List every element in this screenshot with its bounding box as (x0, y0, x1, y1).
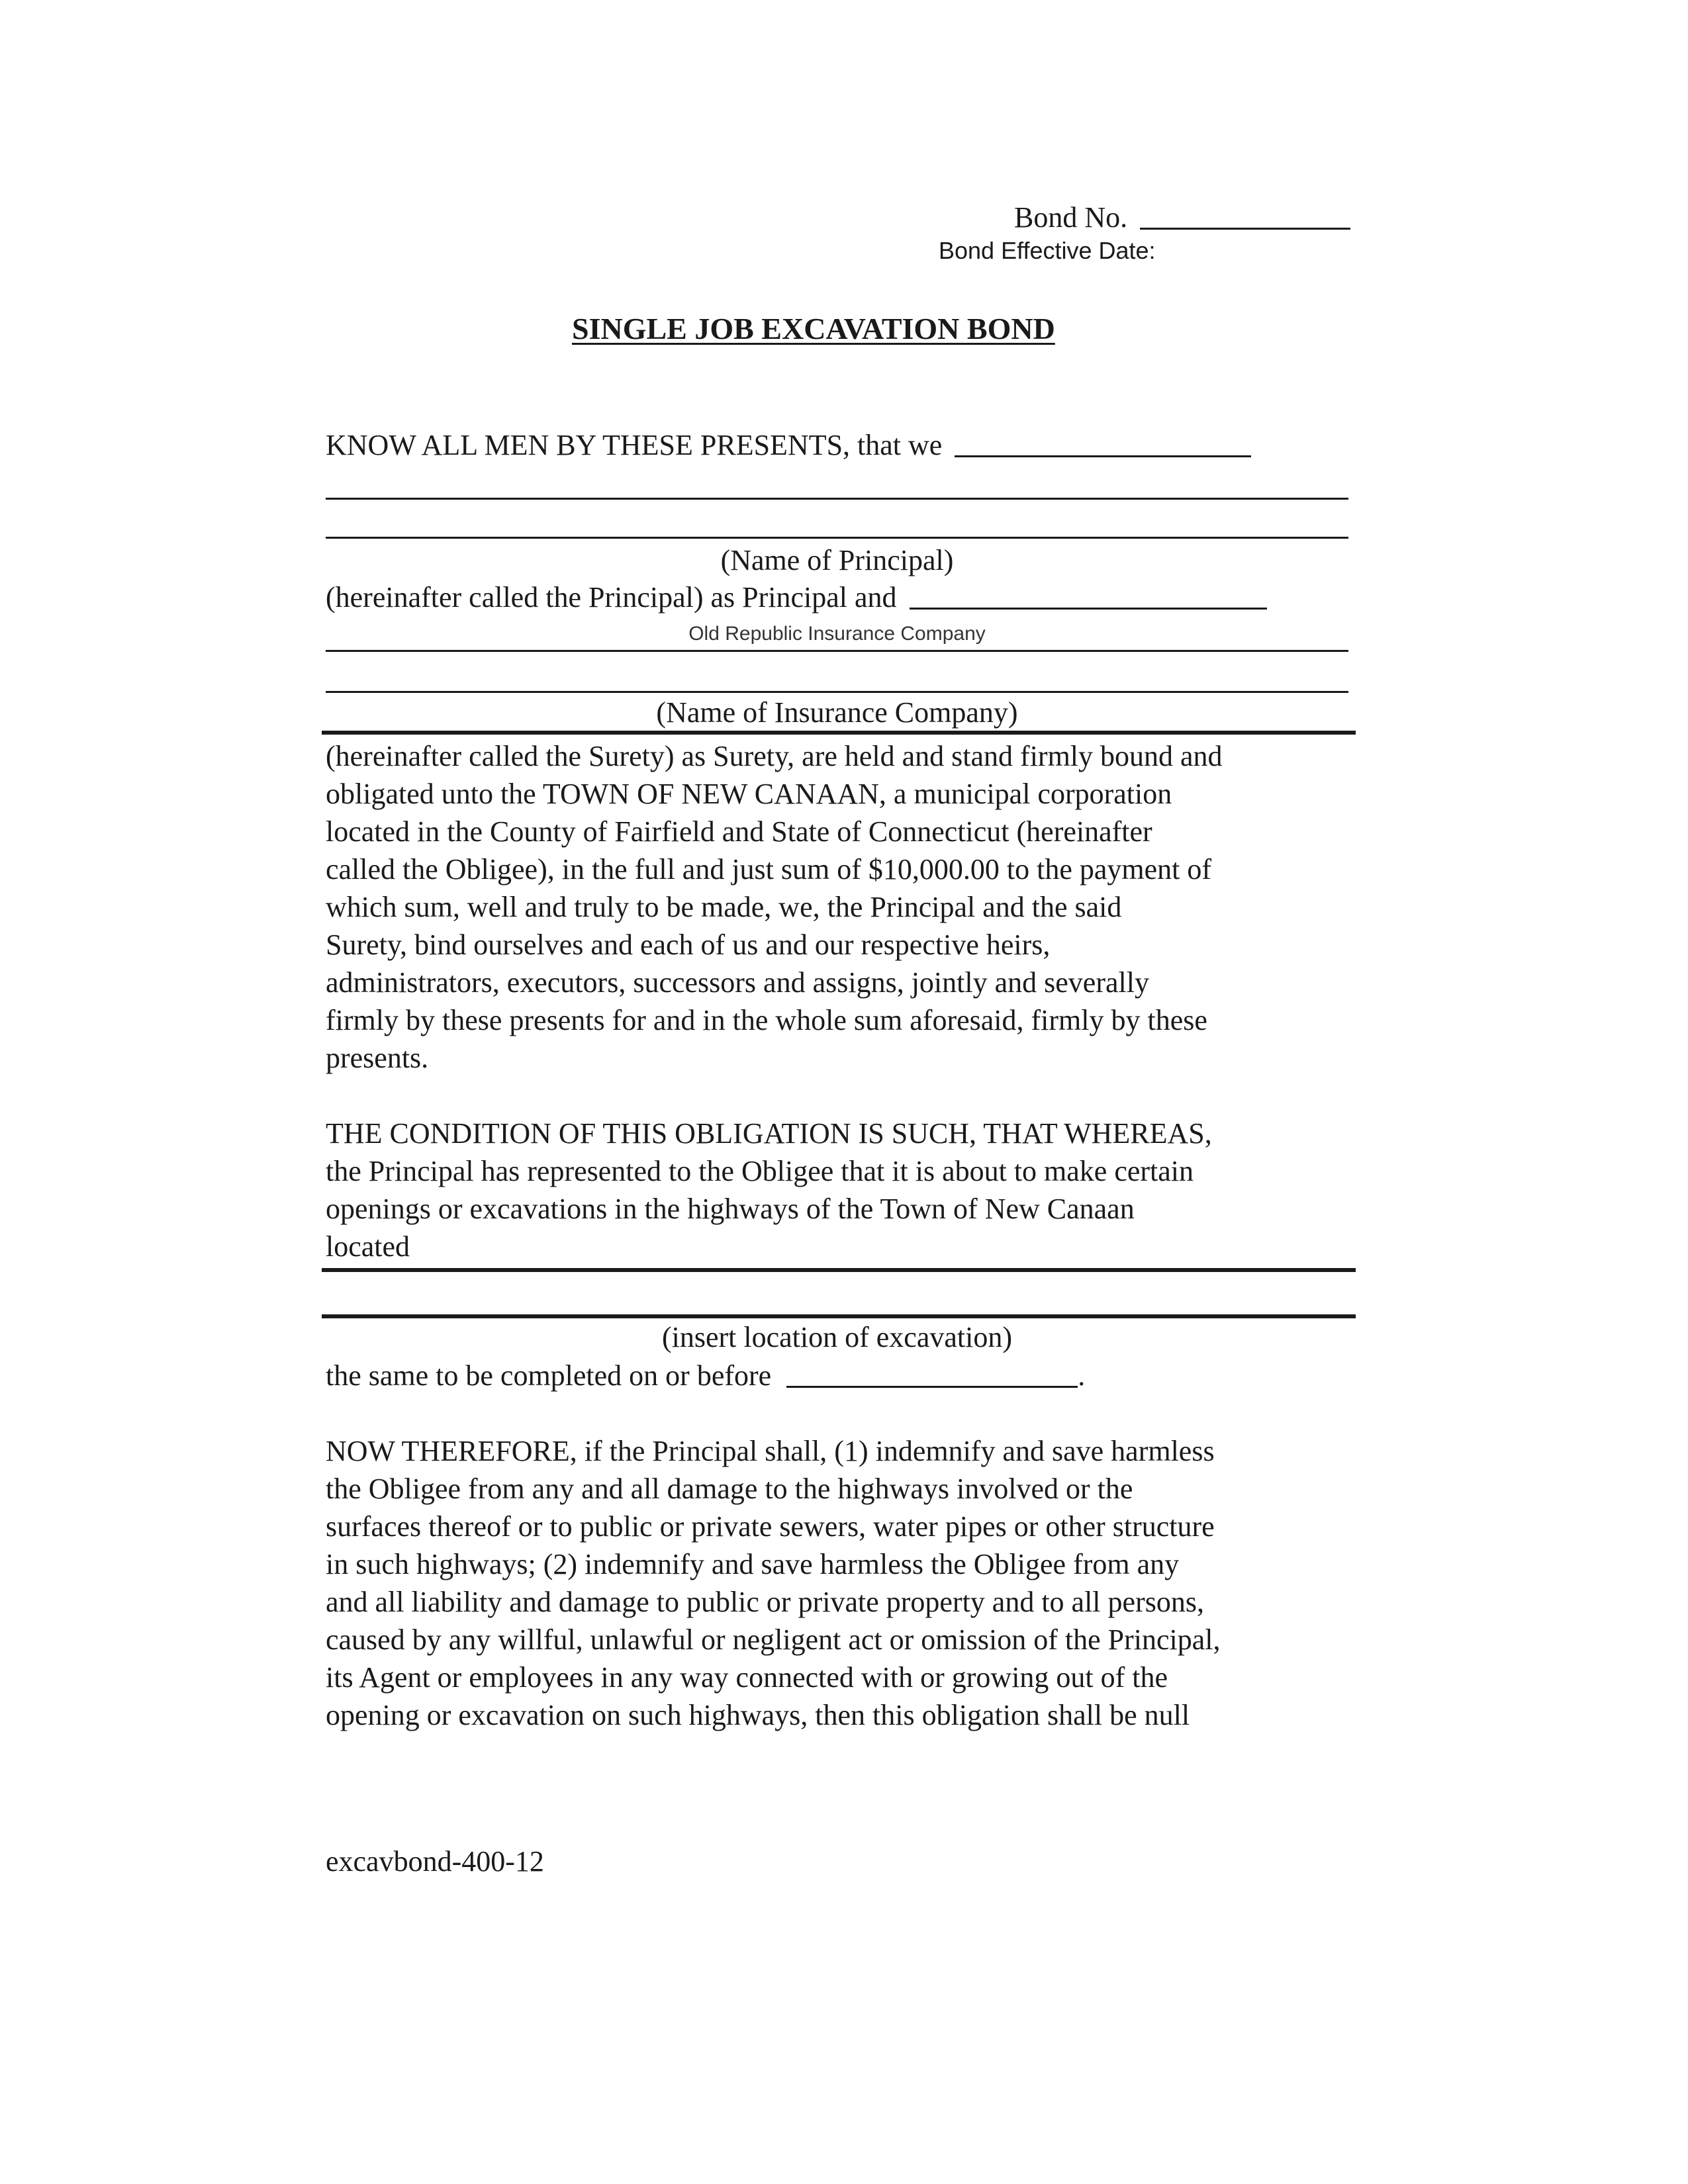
hereinafter-principal-text: (hereinafter called the Principal) as Principal and (326, 581, 897, 614)
bond-number-label: Bond No. (1014, 201, 1128, 234)
now-therefore-line: caused by any willful, unlawful or negligent act or omission of the Principal, (326, 1623, 1221, 1656)
document-title: SINGLE JOB EXCAVATION BOND (572, 312, 1055, 345)
completion-line (326, 1357, 1085, 1394)
completion-text: the same to be completed on or before (326, 1359, 772, 1392)
surety-paragraph (326, 737, 1358, 1077)
insurance-company-name: Old Republic Insurance Company (688, 623, 986, 645)
bond-number-blank[interactable] (1140, 228, 1350, 230)
now-therefore-line: NOW THEREFORE, if the Principal shall, (1) indemnify and save harmless (326, 1435, 1215, 1467)
principal-caption: (Name of Principal) (720, 544, 954, 576)
condition-paragraph (326, 1115, 1358, 1265)
surety-name-blank-1[interactable] (910, 608, 1267, 610)
condition-line: located (326, 1230, 410, 1263)
now-therefore-paragraph (326, 1432, 1358, 1734)
surety-name-blank-3[interactable] (326, 691, 1348, 693)
insurance-caption: (Name of Insurance Company) (656, 696, 1018, 729)
principal-name-blank-1[interactable] (955, 455, 1251, 457)
surety-name-blank-2[interactable] (326, 650, 1348, 652)
surety-line: presents. (326, 1042, 429, 1074)
completion-period: . (1078, 1359, 1086, 1392)
surety-line: administrators, executors, successors and assigns, jointly and severally (326, 966, 1149, 999)
surety-line: Surety, bind ourselves and each of us and our respective heirs, (326, 929, 1051, 961)
section-rule-1 (322, 731, 1356, 735)
now-therefore-line: the Obligee from any and all damage to the highways involved or the (326, 1473, 1133, 1505)
condition-line: the Principal has represented to the Obligee that it is about to make certain (326, 1155, 1194, 1187)
surety-line: obligated unto the TOWN OF NEW CANAAN, a municipal corporation (326, 778, 1172, 810)
know-all-text: KNOW ALL MEN BY THESE PRESENTS, that we (326, 429, 943, 461)
surety-line: (hereinafter called the Surety) as Surety, are held and stand firmly bound and (326, 740, 1223, 772)
now-therefore-line: in such highways; (2) indemnify and save harmless the Obligee from any (326, 1548, 1180, 1580)
know-all-line (326, 426, 1251, 464)
principal-name-blank-3[interactable] (326, 537, 1348, 539)
hereinafter-principal-line (326, 578, 1267, 616)
surety-line: firmly by these presents for and in the whole sum aforesaid, firmly by these (326, 1004, 1207, 1036)
now-therefore-line: its Agent or employees in any way connected with or growing out of the (326, 1661, 1168, 1694)
location-caption: (insert location of excavation) (661, 1321, 1012, 1353)
now-therefore-line: and all liability and damage to public or private property and to all persons, (326, 1586, 1204, 1618)
form-code: excavbond-400-12 (326, 1845, 544, 1878)
principal-name-blank-2[interactable] (326, 498, 1348, 500)
bond-effective-date-label: Bond Effective Date: (939, 237, 1156, 264)
location-blank-1[interactable] (322, 1268, 1356, 1272)
bond-number-line (1014, 199, 1350, 236)
completion-date-blank[interactable] (786, 1386, 1078, 1388)
surety-line: called the Obligee), in the full and just sum of $10,000.00 to the payment of (326, 853, 1212, 886)
surety-line: located in the County of Fairfield and State of Connecticut (hereinafter (326, 815, 1152, 848)
now-therefore-line: surfaces thereof or to public or private sewers, water pipes or other structure (326, 1510, 1215, 1543)
condition-line: openings or excavations in the highways of the Town of New Canaan (326, 1193, 1135, 1225)
condition-line: THE CONDITION OF THIS OBLIGATION IS SUCH, THAT WHEREAS, (326, 1117, 1212, 1150)
now-therefore-line: opening or excavation on such highways, then this obligation shall be null (326, 1699, 1190, 1731)
surety-line: which sum, well and truly to be made, we, the Principal and the said (326, 891, 1122, 923)
